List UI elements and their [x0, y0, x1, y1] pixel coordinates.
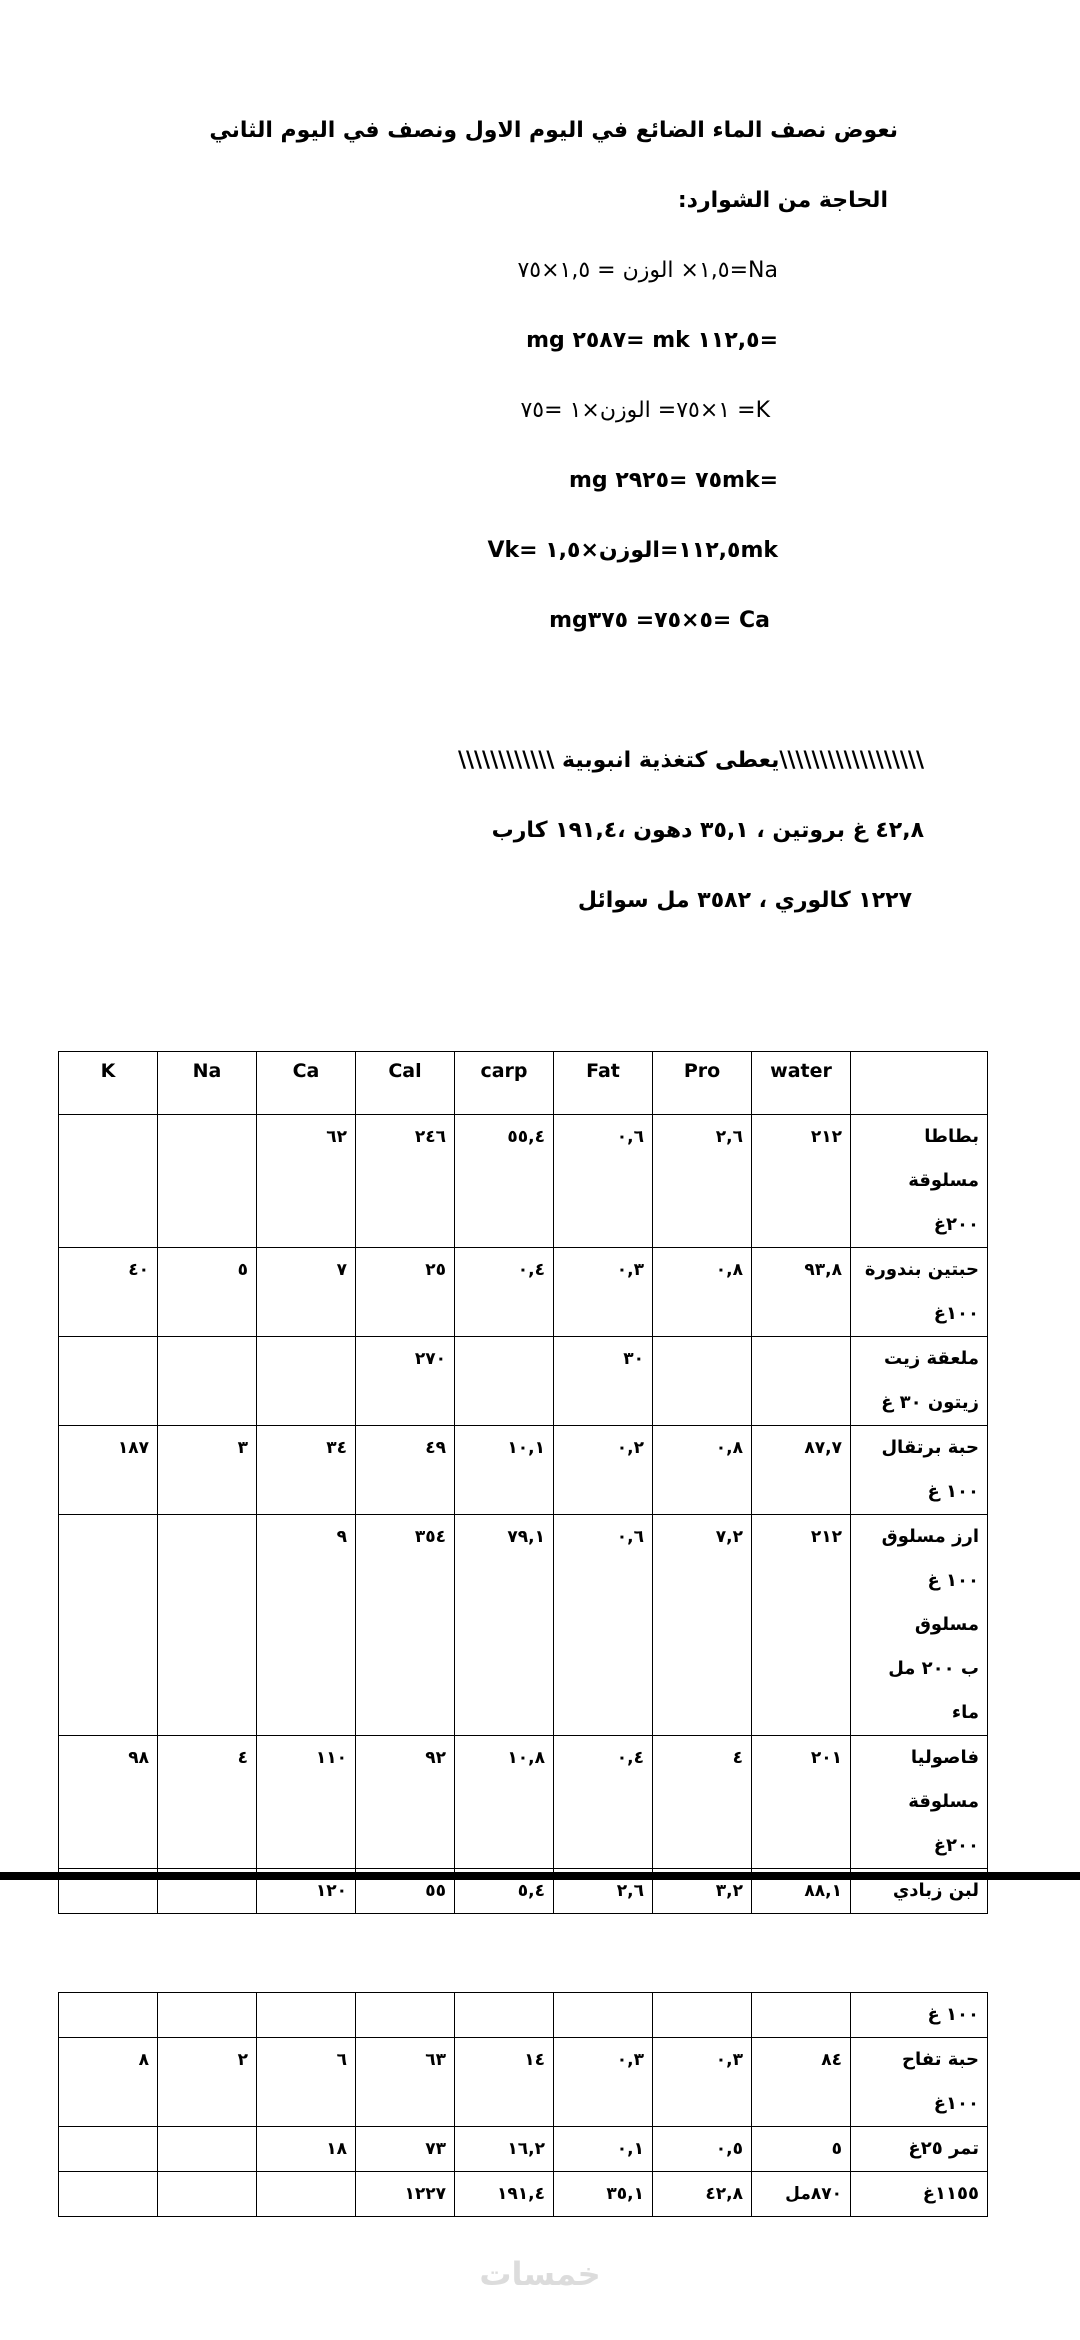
- table-cell: [59, 1515, 158, 1736]
- table-cell: [158, 1337, 257, 1426]
- intro-heading: نعوض نصف الماء الضائع في اليوم الاول ونصف في اليوم الثاني: [209, 118, 898, 143]
- food-name-cell: [851, 1248, 988, 1337]
- table-row: [59, 1337, 988, 1426]
- table-cell: ٣٤: [257, 1426, 356, 1515]
- food-name-line: بطاطا مسلوقة: [908, 1126, 979, 1191]
- table-cell: ٠,٣: [554, 2038, 653, 2127]
- table-cell: ٣,٢: [653, 1869, 752, 1914]
- table-cell: ٠,٦: [554, 1515, 653, 1736]
- food-name-line: تمر ٢٥غ: [908, 2138, 979, 2159]
- table-cell: ٢٤٦: [356, 1115, 455, 1248]
- food-name-line: حبة تفاح: [902, 2049, 979, 2070]
- food-name-cell: [851, 1993, 988, 2038]
- table-cell: ٨: [59, 2038, 158, 2127]
- table-cell: ٤: [653, 1736, 752, 1869]
- page-divider: [0, 1872, 1080, 1880]
- table-cell: [356, 1993, 455, 2038]
- table-cell: ١٠,١: [455, 1426, 554, 1515]
- table-cell: [455, 1993, 554, 2038]
- table-cell: ٨٧٠مل: [752, 2172, 851, 2217]
- table-cell: ٥,٤: [455, 1869, 554, 1914]
- table-row: [59, 1115, 988, 1248]
- table-cell: ٣٠: [554, 1337, 653, 1426]
- column-header: K: [59, 1052, 158, 1115]
- table-cell: ٥: [158, 1248, 257, 1337]
- table-cell: [653, 1993, 752, 2038]
- column-header: Cal: [356, 1052, 455, 1115]
- table-cell: ٠,٨: [653, 1248, 752, 1337]
- food-name-line: ١٠٠ غ: [927, 2004, 979, 2025]
- table-cell: ٣: [158, 1426, 257, 1515]
- feeding-calories: ١٢٢٧ كالوري ، ٣٥٨٢ مل سوائل: [577, 888, 912, 913]
- food-name-line: ١٠٠غ: [933, 2093, 979, 2114]
- formula-k: K= ١×٧٥= الوزن×١ =٧٥: [520, 398, 770, 423]
- table-cell: [158, 2172, 257, 2217]
- table-cell: [158, 1993, 257, 2038]
- food-name-cell: [851, 1515, 988, 1736]
- table-cell: [59, 2127, 158, 2172]
- table-cell: ٠,٦: [554, 1115, 653, 1248]
- table-header-row: [59, 1052, 988, 1115]
- table-cell: ٦٢: [257, 1115, 356, 1248]
- food-name-line: ١١٥٥غ: [922, 2183, 979, 2204]
- table-cell: [59, 1115, 158, 1248]
- table-cell: ٨٨,١: [752, 1869, 851, 1914]
- table-cell: [158, 2127, 257, 2172]
- nutrition-table: [58, 1051, 988, 1914]
- table-cell: [257, 1337, 356, 1426]
- table-row: [59, 2127, 988, 2172]
- table-row: [59, 1248, 988, 1337]
- food-name-line: ٢٠٠غ: [933, 1835, 979, 1856]
- table-cell: ٠,٨: [653, 1426, 752, 1515]
- table-cell: ٦٣: [356, 2038, 455, 2127]
- table-cell: ٠,١: [554, 2127, 653, 2172]
- food-name-cell: [851, 2038, 988, 2127]
- table-cell: ٢,٦: [554, 1869, 653, 1914]
- food-name-cell: [851, 2172, 988, 2217]
- table-row: [59, 1515, 988, 1736]
- formula-na: Na=١,٥× الوزن = ١,٥×٧٥: [517, 258, 778, 283]
- nutrition-table-continued: [58, 1992, 988, 2217]
- table-cell: [59, 2172, 158, 2217]
- food-name-line: فاصوليا مسلوقة: [908, 1747, 979, 1812]
- column-header: Pro: [653, 1052, 752, 1115]
- table-cell: ١٢٢٧: [356, 2172, 455, 2217]
- formula-k-mg: =٧٥mk =٢٩٢٥ mg: [568, 468, 778, 493]
- table-cell: ٤٠: [59, 1248, 158, 1337]
- table-cell: ٢٠١: [752, 1736, 851, 1869]
- food-name-line: حبة برتقال: [881, 1437, 979, 1458]
- table-cell: ٧,٢: [653, 1515, 752, 1736]
- table-cell: ٢١٢: [752, 1115, 851, 1248]
- food-name-line: ملعقة زيت: [884, 1348, 979, 1369]
- food-name-line: ١٠٠ غ: [927, 1481, 979, 1502]
- table-cell: ٠,٢: [554, 1426, 653, 1515]
- table-row: [59, 1426, 988, 1515]
- table-cell: [59, 1337, 158, 1426]
- table-cell: ١٩١,٤: [455, 2172, 554, 2217]
- food-name-line: ١٠٠غ: [933, 1303, 979, 1324]
- food-name-line: ارز مسلوق: [881, 1526, 979, 1547]
- table-cell: ٠,٣: [653, 2038, 752, 2127]
- table-cell: [752, 1337, 851, 1426]
- table-row: [59, 2038, 988, 2127]
- table-cell: ١٠,٨: [455, 1736, 554, 1869]
- table-cell: [257, 1993, 356, 2038]
- table-cell: ١٨: [257, 2127, 356, 2172]
- column-header: [851, 1052, 988, 1115]
- table-cell: [158, 1115, 257, 1248]
- table-cell: [158, 1515, 257, 1736]
- table-cell: ٨٤: [752, 2038, 851, 2127]
- table-cell: [59, 1993, 158, 2038]
- food-name-cell: [851, 1115, 988, 1248]
- table-cell: ٢٥: [356, 1248, 455, 1337]
- food-name-line: ب ٢٠٠ مل ماء: [888, 1658, 979, 1723]
- table-cell: [554, 1993, 653, 2038]
- formula-ca: Ca =٥×٧٥= mg٣٧٥: [549, 608, 770, 633]
- column-header: Na: [158, 1052, 257, 1115]
- table-cell: ٧: [257, 1248, 356, 1337]
- table-row: [59, 2172, 988, 2217]
- table-cell: ٢: [158, 2038, 257, 2127]
- food-name-cell: [851, 1337, 988, 1426]
- food-name-line: حبتين بندورة: [864, 1259, 979, 1280]
- table-cell: ٩٨: [59, 1736, 158, 1869]
- food-name-line: ٢٠٠غ: [933, 1214, 979, 1235]
- table-cell: ١٤: [455, 2038, 554, 2127]
- table-cell: ٢٧٠: [356, 1337, 455, 1426]
- table-cell: ٢,٦: [653, 1115, 752, 1248]
- formula-vk: ١١٢,٥mk=الوزن×١,٥ =Vk: [487, 538, 778, 563]
- table-cell: ٠,٤: [554, 1736, 653, 1869]
- column-header: Fat: [554, 1052, 653, 1115]
- watermark-logo: خمسات: [479, 2255, 601, 2293]
- table-cell: ٧٣: [356, 2127, 455, 2172]
- table-cell: ٢١٢: [752, 1515, 851, 1736]
- table-cell: ٣٥٤: [356, 1515, 455, 1736]
- table-cell: ١٦,٢: [455, 2127, 554, 2172]
- column-header: carp: [455, 1052, 554, 1115]
- food-name-line: ١٠٠ غ مسلوق: [914, 1570, 979, 1635]
- table-cell: ٩: [257, 1515, 356, 1736]
- table-cell: ٠,٣: [554, 1248, 653, 1337]
- table-cell: ٤٩: [356, 1426, 455, 1515]
- food-name-cell: [851, 1426, 988, 1515]
- table-cell: [455, 1337, 554, 1426]
- column-header: water: [752, 1052, 851, 1115]
- food-name-line: زيتون ٣٠ غ: [881, 1392, 979, 1413]
- food-name-cell: [851, 2127, 988, 2172]
- table-cell: ٣٥,١: [554, 2172, 653, 2217]
- formula-na-mg: =١١٢,٥ mk =٢٥٨٧ mg: [526, 328, 778, 353]
- table-cell: ٦: [257, 2038, 356, 2127]
- table-cell: ٩٢: [356, 1736, 455, 1869]
- feeding-macros: ٤٢,٨ غ بروتين ، ٣٥,١ دهون ،١٩١,٤ كارب: [491, 818, 924, 843]
- feeding-title: \\\\\\\\\\\\\\\\\\يعطى كتغذية انبوبية \\\\\\\\\\\\: [457, 748, 924, 773]
- table-cell: ١١٠: [257, 1736, 356, 1869]
- table-cell: [653, 1337, 752, 1426]
- table-cell: ٤٢,٨: [653, 2172, 752, 2217]
- column-header: Ca: [257, 1052, 356, 1115]
- table-cell: ٥٥,٤: [455, 1115, 554, 1248]
- table-cell: [257, 2172, 356, 2217]
- table-row: [59, 1993, 988, 2038]
- table-cell: ٩٣,٨: [752, 1248, 851, 1337]
- food-name-line: لبن زبادي: [892, 1880, 979, 1901]
- food-name-cell: [851, 1736, 988, 1869]
- table-cell: ٠,٥: [653, 2127, 752, 2172]
- table-cell: ٥٥: [356, 1869, 455, 1914]
- table-cell: ٧٩,١: [455, 1515, 554, 1736]
- table-cell: ١٢٠: [257, 1869, 356, 1914]
- table-cell: [752, 1993, 851, 2038]
- table-cell: ٤: [158, 1736, 257, 1869]
- table-row: [59, 1736, 988, 1869]
- table-cell: ٨٧,٧: [752, 1426, 851, 1515]
- intro-subheading: الحاجة من الشوارد:: [677, 188, 888, 213]
- table-cell: ١٨٧: [59, 1426, 158, 1515]
- table-cell: ٥: [752, 2127, 851, 2172]
- table-cell: ٠,٤: [455, 1248, 554, 1337]
